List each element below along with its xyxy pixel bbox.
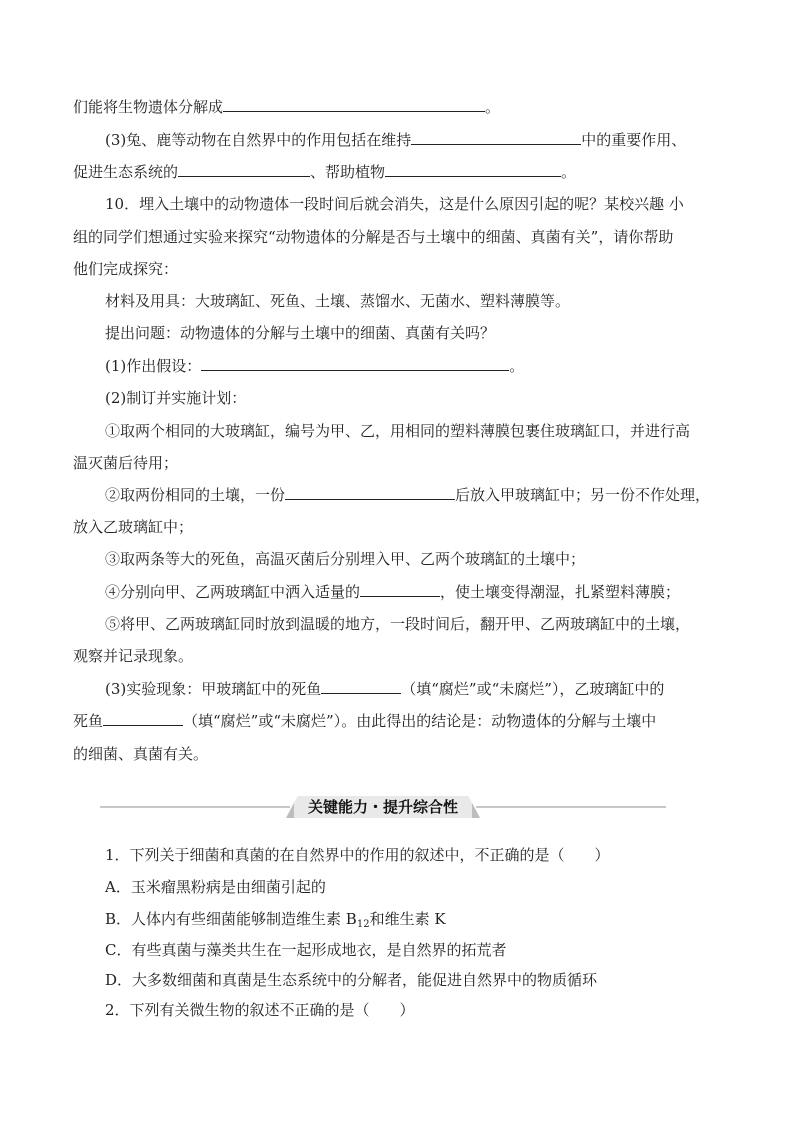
- text-line: [105, 582, 680, 602]
- text-line: [105, 679, 664, 699]
- text-line: 组的同学们想通过实验来探究“动物遗体的分解是否与土壤中的细菌、真菌有关”，请你帮助: [73, 228, 674, 246]
- line-text: （填“腐烂”或“未腐烂”），乙玻璃缸中的: [401, 680, 665, 698]
- text-line: [105, 130, 686, 150]
- text-line: 温灭菌后待用；: [73, 454, 179, 472]
- line-text: ②取两份相同的土壤，一份: [105, 486, 286, 504]
- line-text: (3)兔、鹿等动物在自然界中的作用包括在维持: [105, 131, 412, 149]
- line-text: 、帮助植物: [310, 163, 386, 181]
- line-text: (1)作出假设：: [105, 357, 202, 375]
- text-line: ⑤将甲、乙两玻璃缸同时放到温暖的地方，一段时间后，翻开甲、乙两玻璃缸中的土壤，: [105, 615, 691, 633]
- answer-blank[interactable]: [178, 162, 310, 177]
- line-text: 们能将生物遗体分解成: [73, 98, 224, 116]
- text-line: ①取两个相同的大玻璃缸，编号为甲、乙，用相同的塑料薄膜包裹住玻璃缸口，并进行高: [105, 422, 691, 440]
- answer-blank[interactable]: [411, 130, 581, 145]
- answer-blank[interactable]: [223, 97, 485, 112]
- line-text: 促进生态系统的: [73, 163, 179, 181]
- text-line: 的细菌、真菌有关。: [73, 745, 209, 763]
- line-text: (3)实验现象：甲玻璃缸中的死鱼: [105, 680, 322, 698]
- question-stem: 2．下列有关微生物的叙述不正确的是（ ）: [105, 1001, 415, 1019]
- answer-blank[interactable]: [103, 711, 183, 726]
- divider: [100, 806, 290, 808]
- text-line: 放入乙玻璃缸中；: [73, 518, 194, 536]
- option-text: 和维生素 K: [369, 910, 446, 928]
- option-b: [105, 909, 446, 935]
- line-text: 。: [485, 98, 501, 116]
- text-line: [73, 162, 576, 182]
- option-c: C．有些真菌与藻类共生在一起形成地衣，是自然界的拓荒者: [105, 941, 507, 959]
- text-line: 10．埋入土壤中的动物遗体一段时间后就会消失，这是什么原因引起的呢？某校兴趣 小: [105, 195, 684, 213]
- subscript: 12: [356, 919, 370, 930]
- answer-blank[interactable]: [321, 679, 401, 694]
- line-text: ④分别向甲、乙两玻璃缸中洒入适量的: [105, 583, 361, 601]
- line-text: ，使土壤变得潮湿，扎紧塑料薄膜；: [440, 583, 681, 601]
- text-line: [105, 485, 710, 505]
- divider: [476, 806, 666, 808]
- line-text: 中的重要作用、: [581, 131, 687, 149]
- line-text: 。: [561, 163, 577, 181]
- option-a: A．玉米瘤黑粉病是由细菌引起的: [105, 878, 326, 896]
- text-line: [105, 356, 524, 376]
- answer-blank[interactable]: [385, 162, 561, 177]
- option-text: B．人体内有些细菌能够制造维生素 B: [105, 910, 357, 928]
- text-line: (2)制订并实施计划：: [105, 389, 247, 407]
- text-line: 材料及用具：大玻璃缸、死鱼、土壤、蒸馏水、无菌水、塑料薄膜等。: [105, 292, 571, 310]
- text-line: [73, 711, 656, 731]
- line-text: （填“腐烂”或“未腐烂”）。由此得出的结论是：动物遗体的分解与土壤中: [183, 712, 657, 730]
- line-text: 后放入甲玻璃缸中；另一份不作处理，: [455, 486, 711, 504]
- section-title: 关键能力・提升综合性: [307, 798, 458, 816]
- question-stem: 1．下列关于细菌和真菌的在自然界中的作用的叙述中，不正确的是（ ）: [105, 846, 610, 864]
- text-line: ③取两条等大的死鱼，高温灭菌后分别埋入甲、乙两个玻璃缸的土壤中；: [105, 550, 586, 568]
- option-d: D．大多数细菌和真菌是生态系统中的分解者，能促进自然界中的物质循环: [105, 971, 598, 989]
- text-line: 观察并记录现象。: [73, 647, 194, 665]
- line-text: 死鱼: [73, 712, 104, 730]
- answer-blank[interactable]: [360, 582, 440, 597]
- line-text: 。: [509, 357, 525, 375]
- text-line: [73, 97, 500, 117]
- text-line: 他们完成探究：: [73, 260, 179, 278]
- text-line: 提出问题：动物遗体的分解与土壤中的细菌、真菌有关吗？: [105, 324, 496, 342]
- answer-blank[interactable]: [285, 485, 455, 500]
- answer-blank[interactable]: [201, 356, 509, 371]
- section-banner: [100, 796, 666, 818]
